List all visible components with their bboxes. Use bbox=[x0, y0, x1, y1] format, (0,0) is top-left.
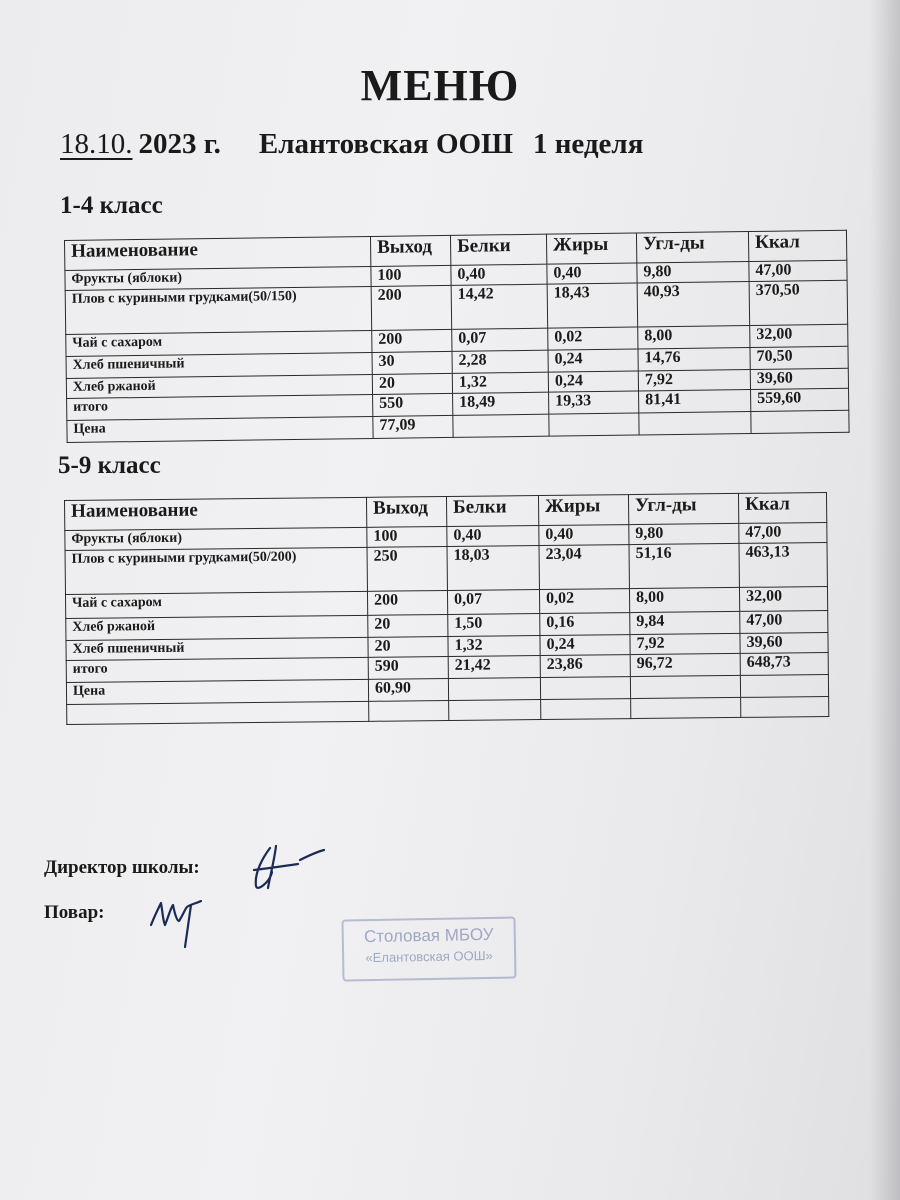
column-header: Наименование bbox=[65, 236, 371, 270]
cell-kcal: 47,00 bbox=[749, 260, 847, 281]
cook-label: Повар: bbox=[44, 902, 105, 923]
cell-empty bbox=[448, 678, 540, 701]
cell-empty bbox=[630, 675, 740, 698]
section-title-5-9: 5-9 класс bbox=[58, 452, 161, 479]
cell-kcal: 463,13 bbox=[739, 543, 827, 588]
cell-protein: 18,49 bbox=[453, 392, 549, 415]
column-header: Белки bbox=[450, 234, 546, 265]
dish-name: Плов с куриными грудками(50/150) bbox=[65, 286, 372, 334]
cell-protein: 1,50 bbox=[448, 614, 540, 637]
cell-price: 77,09 bbox=[373, 415, 453, 438]
cell-carbs: 9,84 bbox=[630, 611, 740, 634]
cell-yield: 550 bbox=[373, 393, 453, 416]
cell-carbs: 81,41 bbox=[639, 390, 751, 413]
dish-name: Фрукты (яблоки) bbox=[65, 527, 367, 550]
cell-kcal: 32,00 bbox=[739, 587, 827, 612]
cell-empty bbox=[740, 675, 828, 698]
cell-yield: 590 bbox=[368, 656, 448, 679]
table-row bbox=[65, 543, 827, 595]
cell-carbs: 96,72 bbox=[630, 653, 740, 676]
dish-name: Фрукты (яблоки) bbox=[65, 266, 371, 290]
cell-fat: 0,02 bbox=[539, 589, 629, 614]
column-header: Ккал bbox=[748, 230, 846, 261]
cell-carbs: 14,76 bbox=[638, 348, 750, 371]
school-name: Елантовская ООШ bbox=[258, 128, 513, 160]
cell-fat: 23,86 bbox=[540, 655, 630, 678]
column-header: Выход bbox=[370, 235, 450, 266]
cell-empty bbox=[541, 699, 631, 720]
menu-date: 18.10. bbox=[60, 128, 133, 160]
cell-kcal: 559,60 bbox=[751, 388, 849, 411]
column-header: Угл-ды bbox=[628, 493, 738, 524]
cell-yield: 20 bbox=[372, 373, 452, 394]
cell-fat: 0,24 bbox=[548, 371, 638, 392]
cell-protein: 0,07 bbox=[447, 590, 539, 615]
cell-yield: 20 bbox=[368, 614, 448, 637]
cell-empty bbox=[540, 677, 630, 700]
cell-empty bbox=[453, 414, 549, 437]
column-header: Угл-ды bbox=[636, 232, 748, 263]
cell-kcal: 47,00 bbox=[739, 523, 827, 544]
stamp-line-1: Столовая МБОУ bbox=[363, 924, 494, 947]
director-signature bbox=[240, 842, 330, 892]
cell-yield: 200 bbox=[367, 590, 447, 615]
menu-table-5-9 bbox=[64, 492, 829, 725]
cell-yield: 100 bbox=[371, 265, 451, 286]
cell-carbs: 8,00 bbox=[638, 326, 750, 349]
cell-kcal: 70,50 bbox=[750, 346, 848, 369]
dish-name: Хлеб пшеничный bbox=[66, 352, 372, 378]
column-header: Выход bbox=[366, 496, 446, 527]
cell-protein: 14,42 bbox=[451, 284, 548, 329]
cell-yield: 20 bbox=[368, 636, 448, 657]
cell-carbs: 8,00 bbox=[629, 587, 739, 612]
cell-kcal: 32,00 bbox=[750, 324, 848, 347]
cell-carbs: 9,80 bbox=[629, 523, 739, 544]
dish-name: итого bbox=[66, 657, 368, 682]
dish-name: итого bbox=[67, 394, 373, 420]
cell-empty bbox=[631, 697, 741, 718]
dish-name: Цена bbox=[67, 416, 373, 442]
stamp-line-2: «Елантовская ООШ» bbox=[365, 947, 493, 966]
cell-yield: 200 bbox=[372, 329, 452, 352]
cell-yield: 250 bbox=[367, 546, 447, 591]
cell-carbs: 40,93 bbox=[637, 282, 750, 327]
cell-empty bbox=[449, 700, 541, 721]
cell-yield: 30 bbox=[372, 351, 452, 374]
cell-yield: 100 bbox=[367, 526, 447, 547]
cell-carbs: 51,16 bbox=[629, 543, 739, 588]
dish-name: Чай с сахаром bbox=[65, 591, 367, 618]
cell-protein: 2,28 bbox=[452, 350, 548, 373]
cell-kcal: 39,60 bbox=[740, 633, 828, 654]
page-title: МЕНЮ bbox=[360, 61, 520, 110]
cell-empty bbox=[639, 412, 751, 435]
dish-name: Хлеб ржаной bbox=[66, 374, 372, 398]
cell-protein: 0,40 bbox=[447, 526, 539, 547]
cell-fat: 0,40 bbox=[539, 525, 629, 546]
canteen-stamp bbox=[341, 916, 516, 981]
dish-name: Хлеб пшеничный bbox=[66, 637, 368, 660]
page-edge-shadow bbox=[870, 0, 900, 1200]
cell-fat: 0,40 bbox=[547, 263, 637, 284]
menu-table-1-4 bbox=[64, 230, 850, 443]
cell-protein: 18,03 bbox=[447, 546, 539, 591]
cell-empty bbox=[549, 413, 639, 436]
cell-empty bbox=[741, 697, 829, 718]
cell-protein: 1,32 bbox=[452, 372, 548, 393]
menu-year: 2023 г. bbox=[138, 128, 221, 160]
cell-protein: 0,40 bbox=[451, 264, 547, 285]
week-label: 1 неделя bbox=[532, 128, 644, 160]
cell-kcal: 370,50 bbox=[749, 280, 848, 325]
column-header: Ккал bbox=[738, 493, 826, 524]
column-header: Жиры bbox=[538, 495, 628, 526]
cell-fat: 0,16 bbox=[540, 613, 630, 636]
cell-fat: 0,24 bbox=[540, 635, 630, 656]
cell-fat: 0,24 bbox=[548, 349, 638, 372]
director-label: Директор школы: bbox=[44, 857, 200, 878]
cell-empty bbox=[369, 700, 449, 721]
cell-empty bbox=[751, 410, 849, 433]
column-header: Белки bbox=[446, 496, 538, 527]
cell-empty bbox=[67, 701, 369, 724]
cell-kcal: 39,60 bbox=[750, 368, 848, 389]
cell-protein: 21,42 bbox=[448, 656, 540, 679]
cell-price: 60,90 bbox=[368, 678, 448, 701]
section-title-1-4: 1-4 класс bbox=[60, 192, 163, 219]
cell-yield: 200 bbox=[371, 285, 452, 330]
cell-carbs: 7,92 bbox=[638, 370, 750, 391]
cell-kcal: 47,00 bbox=[740, 611, 828, 634]
cell-carbs: 7,92 bbox=[630, 633, 740, 654]
cell-fat: 23,04 bbox=[539, 545, 629, 590]
cell-fat: 19,33 bbox=[549, 391, 639, 414]
dish-name: Плов с куриными грудками(50/200) bbox=[65, 547, 367, 594]
dish-name: Хлеб ржаной bbox=[66, 615, 368, 640]
cell-protein: 0,07 bbox=[452, 328, 548, 351]
dish-name: Чай с сахаром bbox=[66, 330, 372, 356]
cell-kcal: 648,73 bbox=[740, 653, 828, 676]
dish-name: Цена bbox=[66, 679, 368, 704]
cell-fat: 18,43 bbox=[547, 283, 638, 328]
header-line bbox=[60, 128, 643, 161]
cell-fat: 0,02 bbox=[548, 327, 638, 350]
column-header: Жиры bbox=[546, 233, 636, 264]
column-header: Наименование bbox=[65, 497, 367, 530]
cell-protein: 1,32 bbox=[448, 636, 540, 657]
cook-signature bbox=[145, 885, 215, 955]
cell-carbs: 9,80 bbox=[637, 262, 749, 283]
